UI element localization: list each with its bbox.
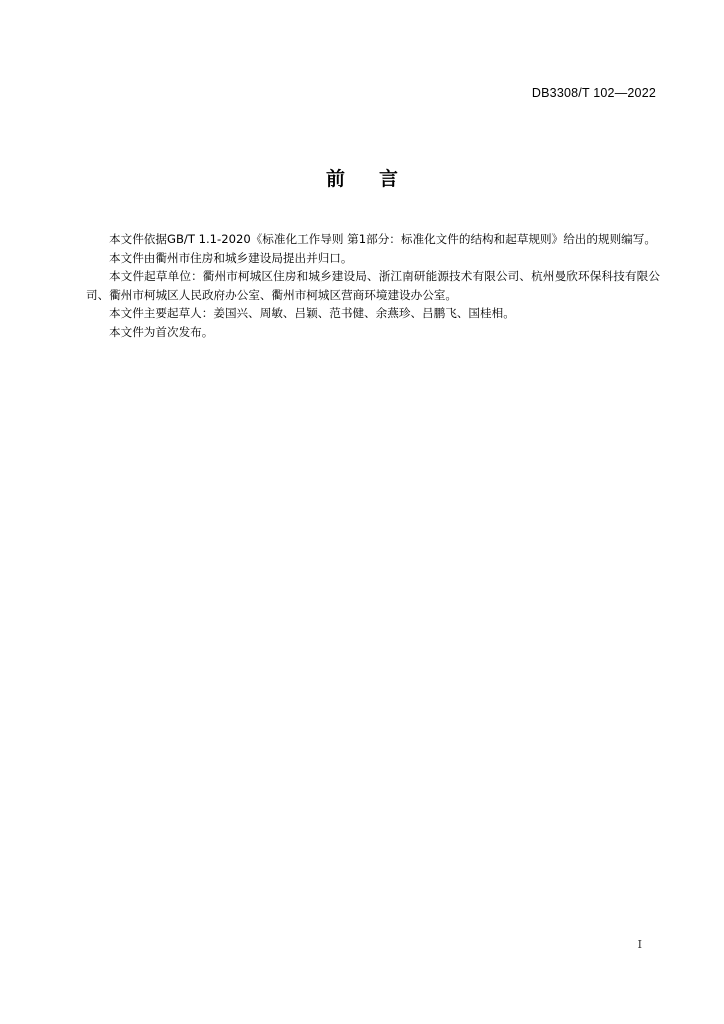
paragraph-proposer: 本文件由衢州市住房和城乡建设局提出并归口。 [109,250,353,265]
page-title-char-1: 前 [325,168,345,190]
foreword-body [86,230,660,342]
page-title-char-2: 言 [379,168,399,190]
paragraph-drafting-units: 本文件起草单位：衢州市柯城区住房和城乡建设局、浙江南研能源技术有限公司、杭州曼欣环保科技有限公司、衢州市柯城区人民政府办公室、衢州市柯城区营商环境建设办公室。 [86,269,660,302]
paragraph-drafters: 本文件主要起草人：姜国兴、周敏、吕颖、范书健、余燕珍、吕鹏飞、国桂相。 [109,306,515,321]
paragraph-first-release: 本文件为首次发布。 [109,324,214,339]
page-number: I [637,938,642,951]
document-id: DB3308/T 102—2022 [531,86,656,100]
page-title [0,164,724,191]
paragraph-basis: 本文件依据GB/T 1.1-2020《标准化工作导则 第1部分：标准化文件的结构和起草规则》给出的规则编写。 [109,232,656,246]
